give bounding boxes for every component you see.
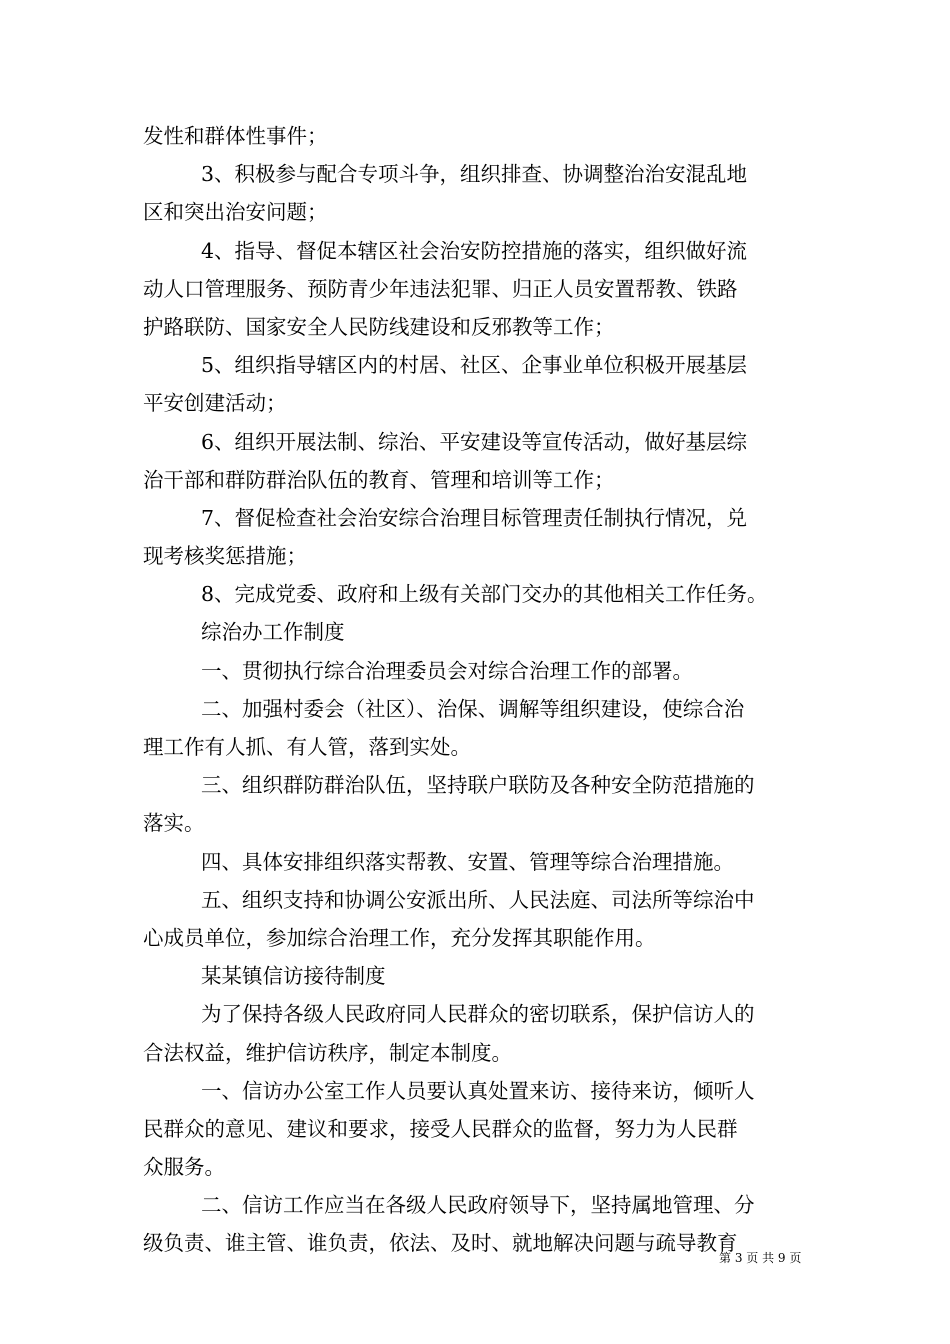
text-line: 二、加强村委会（社区）、治保、调解等组织建设，使综合治: [201, 696, 745, 721]
page-number: 第 3 页 共 9 页: [719, 1251, 802, 1265]
text-line: 合法权益，维护信访秩序，制定本制度。: [143, 1040, 512, 1065]
text-line: 一、信访办公室工作人员要认真处置来访、接待来访，倾听人: [201, 1078, 755, 1103]
text-line: 综治办工作制度: [201, 620, 345, 645]
text-line: 心成员单位，参加综合治理工作，充分发挥其职能作用。: [143, 925, 656, 950]
text-line: 某某镇信访接待制度: [201, 964, 386, 989]
text-line: 动人口管理服务、预防青少年违法犯罪、归正人员安置帮教、铁路: [143, 276, 738, 301]
text-line: 四、具体安排组织落实帮教、安置、管理等综合治理措施。: [201, 849, 734, 874]
text-line: 护路联防、国家安全人民防线建设和反邪教等工作；: [143, 314, 615, 339]
text-line: 众服务。: [143, 1155, 225, 1180]
text-line: 3、积极参与配合专项斗争，组织排查、协调整治治安混乱地: [201, 162, 748, 187]
text-line: 发性和群体性事件；: [143, 124, 328, 148]
text-line: 一、贯彻执行综合治理委员会对综合治理工作的部署。: [201, 658, 693, 683]
document-body: [143, 117, 809, 1263]
text-line: 现考核奖惩措施；: [143, 544, 307, 569]
text-line: 民群众的意见、建议和要求，接受人民群众的监督，努力为人民群: [143, 1116, 738, 1141]
text-line: 4、指导、督促本辖区社会治安防控措施的落实，组织做好流: [201, 238, 748, 263]
text-line: 5、组织指导辖区内的村居、社区、企事业单位积极开展基层: [201, 353, 748, 378]
text-line: 为了保持各级人民政府同人民群众的密切联系，保护信访人的: [201, 1002, 755, 1027]
text-line: 6、组织开展法制、综治、平安建设等宣传活动，做好基层综: [201, 429, 748, 454]
text-line: 治干部和群防群治队伍的教育、管理和培训等工作；: [143, 467, 615, 492]
text-line: 级负责、谁主管、谁负责，依法、及时、就地解决问题与疏导教育: [143, 1231, 738, 1256]
text-line: 平安创建活动；: [143, 391, 287, 416]
text-line: 五、组织支持和协调公安派出所、人民法庭、司法所等综治中: [201, 887, 755, 912]
text-line: 理工作有人抓、有人管，落到实处。: [143, 735, 471, 759]
text-line: 区和突出治安问题；: [143, 200, 328, 225]
text-line: 落实。: [143, 811, 205, 836]
text-line: 三、组织群防群治队伍，坚持联户联防及各种安全防范措施的: [201, 773, 755, 798]
text-line: 8、完成党委、政府和上级有关部门交办的其他相关工作任务。: [201, 582, 768, 607]
text-line: 7、督促检查社会治安综合治理目标管理责任制执行情况，兑: [201, 505, 748, 530]
text-line: 二、信访工作应当在各级人民政府领导下，坚持属地管理、分: [201, 1193, 755, 1218]
